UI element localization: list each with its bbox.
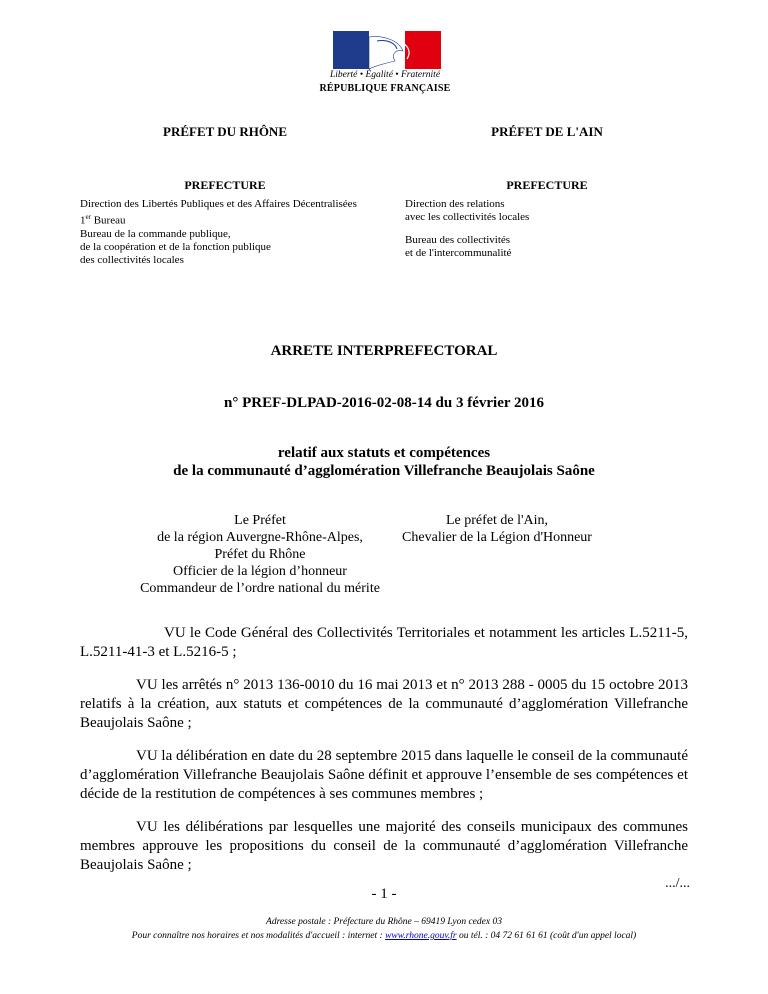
website-link[interactable]: www.rhone.gouv.fr (385, 931, 457, 941)
footer-address: Adresse postale : Préfecture du Rhône – 69419 Lyon cedex 03 (266, 917, 502, 927)
right-service-line: Direction des relations (405, 198, 505, 210)
right-services (405, 198, 665, 260)
left-service-line: de la coopération et de la fonction publique (80, 240, 271, 253)
signatory-line: Préfet du Rhône (214, 547, 306, 562)
right-service-line: avec les collectivités locales (405, 211, 530, 223)
right-prefecture: PREFECTURE (506, 178, 588, 192)
left-signatory (130, 512, 390, 597)
left-services (80, 198, 380, 267)
footer-contact (40, 931, 728, 941)
footer-contact-prefix: Pour connaître nos horaires et nos modalités d'accueil : internet : (131, 931, 386, 941)
right-prefet-title: PRÉFET DE L'AIN (491, 124, 603, 139)
document-number: n° PREF-DLPAD-2016-02-08-14 du 3 février 2016 (224, 395, 544, 411)
consideration-paragraph: VU les arrêtés n° 2013 136-0010 du 16 mai 2013 et n° 2013 288 - 0005 du 15 octobre 2013 relatifs à la création, aux statuts et compétences de la communauté d’agglomération Villefranche Beaujolais Saône ; (80, 677, 688, 731)
signatory-line: de la région Auvergne-Rhône-Alpes, (157, 530, 363, 545)
left-service-line: Bureau de la commande publique, (80, 227, 231, 240)
right-signatory (392, 512, 602, 546)
signatory-line: Le Préfet (234, 513, 286, 528)
signatory-line: Chevalier de la Légion d'Honneur (402, 530, 592, 545)
signatory-line: Commandeur de l’ordre national du mérite (140, 581, 380, 596)
left-service-line: des collectivités locales (80, 253, 184, 266)
right-service-line: et de l'intercommunalité (405, 247, 512, 259)
marianne-logo (333, 31, 441, 69)
subject-line: relatif aux statuts et compétences (277, 445, 491, 461)
left-service-line: Direction des Libertés Publiques et des Affaires Décentralisées (80, 198, 357, 210)
continuation-mark: .../... (665, 876, 690, 891)
left-prefecture: PREFECTURE (184, 178, 266, 192)
signatory-line: Officier de la légion d’honneur (173, 564, 347, 579)
republic-name: RÉPUBLIQUE FRANÇAISE (319, 83, 451, 94)
consideration-paragraph: VU la délibération en date du 28 septembre 2015 dans laquelle le conseil de la communauté d’agglomération Villefranche Beaujolais Saône définit et approuve l’ensemble de ses compétences et décide de la restitution de compétences à ses communes membres ; (80, 748, 688, 802)
subject-line: de la communauté d’agglomération Villefranche Beaujolais Saône (173, 463, 595, 479)
footer-contact-suffix: ou tél. : 04 72 61 61 61 (coût d'un appel local) (456, 931, 637, 941)
signatory-line: Le préfet de l'Ain, (445, 513, 549, 528)
document-title: ARRETE INTERPREFECTORAL (270, 343, 498, 359)
right-service-line: Bureau des collectivités (405, 234, 511, 246)
consideration-paragraph: VU les délibérations par lesquelles une majorité des conseils municipaux des communes membres approuve les propositions du conseil de la communauté d’agglomération Villefranche Beaujolais Saône ; (80, 819, 688, 873)
page-number: - 1 - (371, 886, 397, 902)
document-subject (80, 444, 688, 480)
left-prefet-title: PRÉFET DU RHÔNE (163, 124, 287, 139)
left-service-line: 1er Bureau (80, 213, 126, 227)
consideration-paragraph: VU le Code Général des Collectivités Territoriales et notamment les articles L.5211-5, L.5211-41-3 et L.5216-5 ; (80, 625, 688, 660)
republic-motto: Liberté • Égalité • Fraternité (329, 70, 441, 80)
